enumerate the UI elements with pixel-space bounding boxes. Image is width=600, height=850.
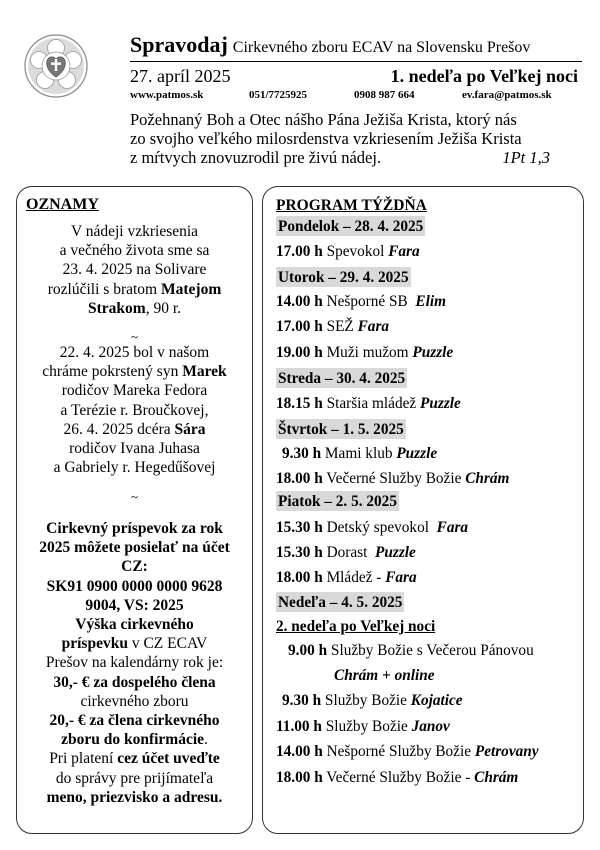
announcements-title: OZNAMY — [26, 196, 99, 213]
event-time: 18.00 h — [276, 569, 323, 586]
event-place: Fara — [385, 569, 417, 586]
event-name: Mami klub — [321, 445, 397, 462]
event-name: Nešporné SB — [322, 293, 416, 310]
event-time: 18.00 h — [276, 470, 323, 487]
email-link[interactable]: ev.fara@patmos.sk — [462, 89, 552, 101]
bible-verse — [130, 110, 590, 167]
program-sunday-heading: 2. nedeľa po Veľkej noci — [276, 618, 436, 635]
event-name: Mládež - — [322, 569, 386, 586]
event-place: Puzzle — [420, 395, 461, 412]
event-place: Fara — [436, 519, 469, 536]
website-link[interactable]: www.patmos.sk — [130, 89, 204, 101]
newsletter-title: Spravodaj — [130, 32, 228, 57]
event-name: Spevokol — [322, 243, 389, 260]
verse-reference: 1Pt 1,3 — [502, 148, 550, 167]
program-event — [288, 641, 534, 660]
program-event — [276, 518, 468, 537]
event-place: Kojatice — [410, 692, 463, 709]
program-event — [276, 242, 420, 261]
program-day-header: Nedeľa – 4. 5. 2025 — [278, 594, 403, 611]
event-place: Puzzle — [412, 344, 454, 361]
program-event — [276, 717, 450, 736]
program-event — [276, 742, 539, 761]
program-day-header: Streda – 30. 4. 2025 — [278, 370, 406, 387]
event-name: Nešporné Služby Božie — [322, 743, 475, 760]
luther-rose-logo — [24, 34, 88, 98]
event-time: 15.30 h — [276, 544, 323, 561]
program-day-header: Štvrtok – 1. 5. 2025 — [278, 421, 404, 438]
program-event — [282, 444, 437, 463]
verse-line: Požehnaný Boh a Otec nášho Pána Ježiša Krista, ktorý nás — [130, 110, 517, 129]
event-name: Staršia mládež — [322, 395, 421, 412]
event-time: 9.00 h — [288, 642, 328, 659]
event-name: Večerné Služby Božie - — [322, 769, 475, 786]
event-time: 18.15 h — [276, 395, 323, 412]
event-time: 18.00 h — [276, 769, 323, 786]
program-event — [276, 317, 389, 336]
contribution-notice: Cirkevný príspevok za rok 2025 môžete posielať na účet CZ: SK91 0900 0000 0000 9628 9004, VS: 2025 Výška cirkevného príspevku v CZ ECAV Prešov na kalendárny rok je: 30,- € za dospelého člena cirkevného zboru 20,- € za člena cirkevného zboru do konfirmácie. Pri platení cez účet uveďte do správy pre prijímateľa meno, priezvisko a adresu. — [39, 520, 230, 806]
program-event — [276, 543, 416, 562]
baptism-notice: 22. 4. 2025 bol v našom chráme pokrstený syn Marek rodičov Mareka Fedora a Terézie r. Broučkovej, 26. 4. 2025 dcéra Sára rodičov Ivana Juhasa a Gabriely r. Hegedűšovej — [42, 344, 227, 477]
program-event — [276, 768, 518, 787]
newsletter-header — [130, 32, 530, 58]
event-time: 9.30 h — [282, 692, 322, 709]
event-name: Služby Božie — [321, 692, 411, 709]
event-place: Petrovany — [474, 743, 539, 760]
event-time: 17.00 h — [276, 318, 323, 335]
event-time: 19.00 h — [276, 344, 323, 361]
newsletter-subtitle: Cirkevného zboru ECAV na Slovensku Prešov — [232, 39, 531, 56]
event-name: Služby Božie s Večerou Pánovou — [327, 642, 534, 659]
event-time: 9.30 h — [282, 445, 322, 462]
program-event — [282, 691, 463, 710]
event-place: Fara — [357, 318, 390, 335]
event-time: 17.00 h — [276, 243, 323, 260]
event-place: Janov — [411, 718, 450, 735]
program-event — [276, 343, 453, 362]
event-name: Služby Božie — [321, 718, 412, 735]
event-time: 15.30 h — [276, 519, 323, 536]
event-name: Detský spevokol — [322, 519, 437, 536]
program-event — [276, 469, 509, 488]
program-event-place: Chrám + online — [334, 667, 435, 684]
program-event — [276, 292, 446, 311]
verse-line: z mŕtvych znovuzrodil pre živú nádej. — [130, 148, 382, 167]
event-place: Elim — [415, 293, 446, 310]
funeral-notice: V nádeji vzkriesenia a večného života sme sa 23. 4. 2025 na Solivare rozlúčili s bratom Matejom Strakom, 90 r. — [47, 223, 222, 317]
header-rule — [130, 61, 582, 62]
event-name: Dorast — [322, 544, 376, 561]
program-day-header: Utorok – 29. 4. 2025 — [278, 269, 409, 286]
event-place: Chrám — [465, 470, 510, 487]
phone-number-2: 0908 987 664 — [354, 89, 415, 101]
event-name: Muži mužom — [322, 344, 413, 361]
program-day-header: Pondelok – 28. 4. 2025 — [278, 218, 424, 235]
event-place: Puzzle — [396, 445, 438, 462]
event-place: Puzzle — [375, 544, 416, 561]
event-time: 11.00 h — [276, 718, 322, 735]
event-time: 14.00 h — [276, 293, 323, 310]
event-name: SEŽ — [322, 318, 358, 335]
separator-tilde: ~ — [130, 489, 139, 504]
event-time: 14.00 h — [276, 743, 323, 760]
verse-line: zo svojho veľkého milosrdenstva vzkriesením Ježiša Krista — [130, 129, 522, 148]
event-place: Fara — [388, 243, 420, 260]
phone-number-1: 051/7725925 — [249, 89, 308, 101]
event-name: Večerné Služby Božie — [322, 470, 466, 487]
event-place: Chrám — [474, 769, 519, 786]
program-event — [276, 568, 417, 587]
issue-date: 27. apríl 2025 — [130, 66, 231, 86]
program-event — [276, 394, 461, 413]
separator-tilde: ~ — [130, 329, 139, 344]
program-title: PROGRAM TÝŽDŇA — [276, 197, 427, 214]
liturgical-sunday: 1. nedeľa po Veľkej noci — [390, 66, 578, 86]
program-day-header: Piatok – 2. 5. 2025 — [278, 493, 397, 510]
